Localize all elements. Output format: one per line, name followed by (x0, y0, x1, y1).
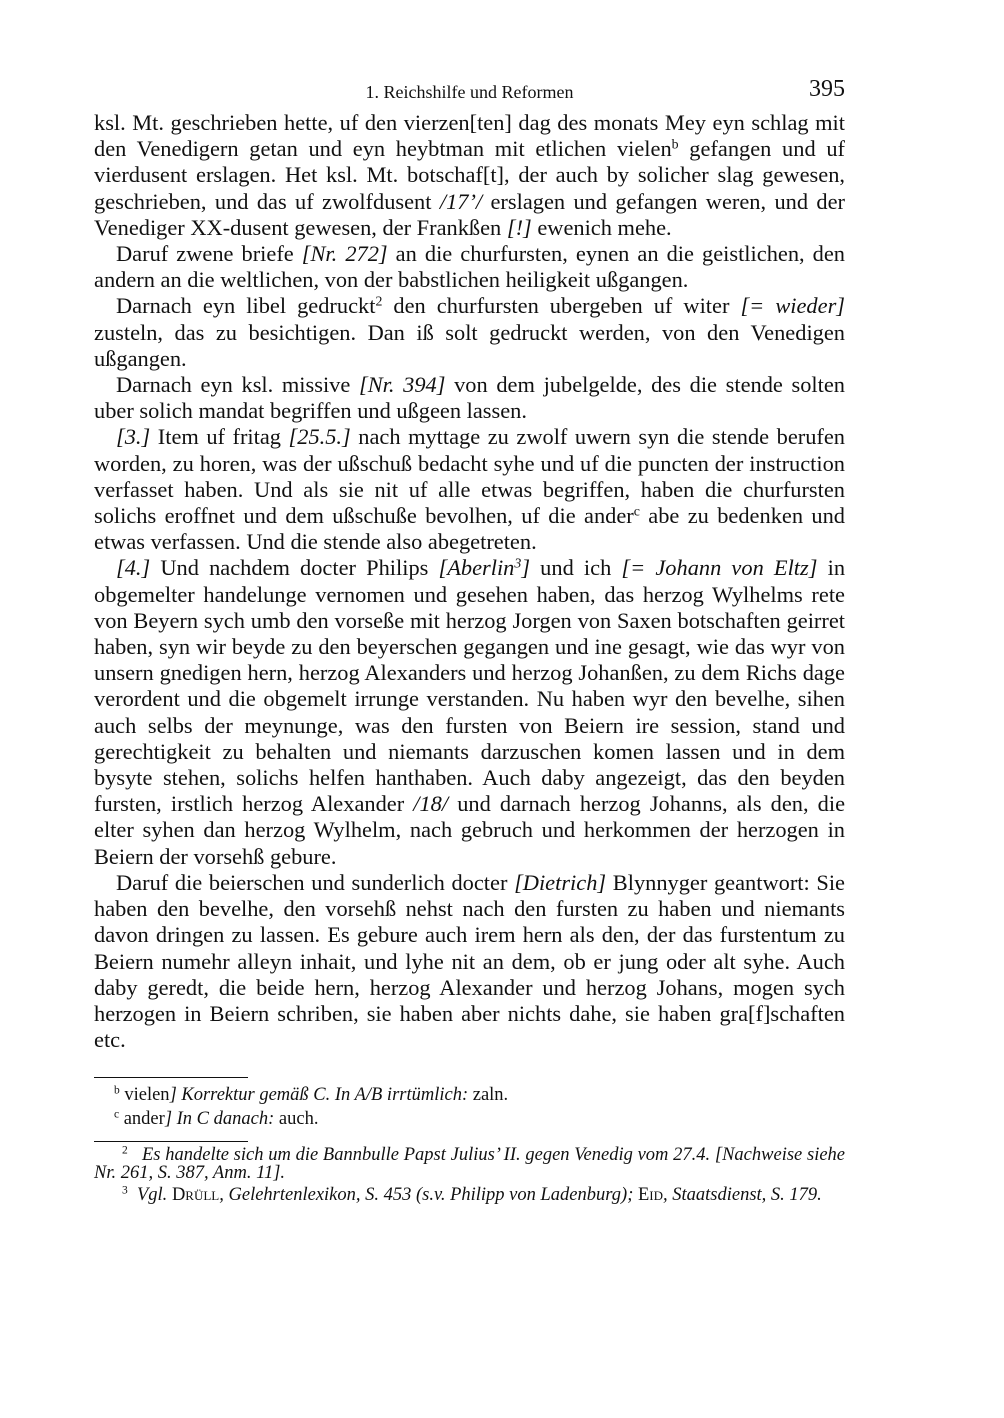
section-number: [4.] (116, 555, 151, 581)
folio-marker: /18/ (413, 791, 449, 817)
footnote-ref: 2 (375, 294, 383, 310)
footnote-divider (94, 1141, 248, 1142)
text-span: von dem jubelgelde, des die stende solten uber solich mandat begriffen und ußgeen lassen. (94, 372, 845, 424)
text-span: Blynnyger geantwort: Sie haben den bevelhe, den vorsehß nehst nach den fursten zu haben und niemants davon dringen zu lassen. Es gebure auch irem hern als den, der das furstentum zu Beiern numehr alleyn inhait, und lyhe nit an dem, ob er jung oder alt syhe. Auch daby geredt, die beide hern, herzog Alexander und herzog Johans, mogen sych herzogen in Beiern schriben, sie haben aber nichts dahe, sie haben gra[f]schaften etc. (94, 869, 845, 1053)
text-span: Darnach eyn libel gedruckt (116, 293, 376, 319)
text-span: Daruf zwene briefe (116, 241, 302, 267)
paragraph-5 (94, 424, 845, 555)
variant-mark: c (114, 1109, 120, 1122)
footnote-text: Es handelte sich um die Bannbulle Papst Julius’ II. gegen Venedig vom 27.4. [Nachweise siehe Nr. 261, S. 387, Anm. 11]. (94, 1145, 846, 1184)
text-span: abe zu bedenken und etwas verfassen. Und die stende also abegetreten. (94, 503, 845, 555)
author-name: Eid (637, 1185, 664, 1206)
text-span: gefangen und uf vierdusent erslagen. Het ksl. Mt. botschaf[t], der auch by solicher slag gewesen, geschrieben, und das uf zwolfdusent (94, 136, 845, 214)
lemma: vielen (119, 1085, 170, 1106)
footnote-text: , Staatsdienst, S. 179. (663, 1185, 822, 1206)
variant-note (94, 1083, 845, 1107)
variant-note (94, 1107, 845, 1131)
text-span: Daruf die beierschen und sunderlich docter (116, 869, 515, 895)
footnote-number: 3 (122, 1185, 128, 1198)
lemma-bracket: ] (164, 1109, 173, 1130)
variant-comment: In C danach: (172, 1109, 275, 1130)
text-span: nach myttage zu zwolf uwern syn die stende berufen worden, zu horen, was der ußschuß bedacht syhe und uf die puncten der instruction verfasset haben. Und als sie nit uf alle etwas begriffen, haben die churfursten solichs eroffnet und dem ußschuße bevolhen, uf die ander (94, 424, 846, 529)
chapter-title: 1. Reichshilfe und Reformen (365, 82, 574, 102)
main-text (94, 110, 845, 1053)
footnote-divider (94, 1077, 248, 1078)
page (94, 76, 845, 1204)
text-span: in obgemelter handelunge vernomen und gesehen haben, das herzog Wylhelms rete von Beyern sych umb den vorseße mit herzog Jorgen von Saxen botschaften geirret haben, syn wir beyde zu den beyerschen gegangen und ine gesagt, wie das wyr von unsern gnedigen hern, herzog Alexanders und herzog Johanßen, zu dem Richs dage verordent und die obgemelt irrunge verstanden. Nu haben wyr den bevelhe, sihen auch selbs der meynunge, was den fursten von Beiern ire session, stand und gerechtigkeit zu behalten und niemants darzuschen komen lassen und in dem bysyte stehen, solichs helfen hanthaben. Auch daby angezeigt, das den beyden fursten, irstlich herzog Alexander (94, 555, 846, 817)
text-span: ] (521, 555, 531, 581)
text-span: [Aberlin (438, 555, 515, 581)
variant-mark: b (671, 137, 679, 153)
text-span: ksl. Mt. geschrieben hette, uf den vierzen[ten] dag des monats Mey eyn schlag mit den Venedigern getan und eyn heybtman mit etlichen vielen (94, 110, 845, 162)
editorial-note: [!] (506, 214, 532, 240)
paragraph-6 (94, 555, 845, 869)
text-span: den churfursten ubergeben uf witer (382, 293, 741, 319)
paragraph-2 (94, 241, 845, 293)
text-span: erslagen und gefangen weren, und der Venediger XX-dusent gewesen, der Frankßen (94, 188, 845, 240)
editorial-note (439, 555, 531, 580)
editorial-note: [Nr. 394] (358, 372, 446, 398)
footnote-text: , Gelehrtenlexikon, S. 453 (s.v. Philipp von Ladenburg); (219, 1185, 634, 1206)
variant-reading: auch. (274, 1109, 319, 1130)
text-span: Und nachdem docter Philips (150, 555, 439, 581)
section-number: [3.] (116, 424, 151, 450)
paragraph-4 (94, 372, 845, 424)
footnote-number: 2 (122, 1145, 128, 1158)
running-head (94, 76, 845, 110)
text-span: und darnach herzog Johanns, als den, die elter syhen dan herzog Wylhelm, nach gebruch und herkommen der herzogen in Beiern der vorsehß gebure. (94, 791, 846, 869)
folio-marker: /17’/ (439, 188, 483, 214)
lemma-bracket: ] (169, 1085, 177, 1106)
variant-reading: zaln. (468, 1085, 509, 1106)
paragraph-7 (94, 870, 845, 1053)
author-name: Drüll (171, 1185, 220, 1206)
footnote-text: Vgl. (136, 1185, 168, 1206)
text-span: an die churfursten, eynen an die geistlichen, den andern an die weltlichen, von der babstlichen heiligkeit ußgangen. (94, 241, 846, 293)
editorial-note: [Dietrich] (514, 869, 607, 895)
text-span: Darnach eyn ksl. missive (116, 372, 359, 398)
page-number: 395 (809, 76, 845, 102)
text-span: und ich (530, 555, 622, 581)
text-span: ewenich mehe. (531, 214, 672, 240)
editorial-note: [= Johann von Eltz] (621, 555, 818, 581)
editorial-note: [= wieder] (740, 293, 845, 319)
editorial-note: [Nr. 272] (301, 241, 388, 267)
variant-apparatus (94, 1083, 845, 1131)
paragraph-3 (94, 293, 845, 372)
footnote-ref: 3 (514, 556, 522, 572)
variant-mark: c (633, 504, 640, 520)
lemma: ander (119, 1109, 165, 1130)
text-span: zusteln, das zu besichtigen. Dan iß solt gedruckt werden, von den Venedigen ußgangen. (94, 319, 845, 371)
footnotes (94, 1146, 845, 1204)
text-span: Item uf fritag (150, 424, 289, 450)
paragraph-1 (94, 110, 845, 241)
editorial-note: [25.5.] (288, 424, 351, 450)
footnote (94, 1186, 845, 1204)
variant-comment: Korrektur gemäß C. In A/B irrtümlich: (176, 1085, 469, 1106)
variant-mark: b (114, 1085, 120, 1098)
footnote (94, 1146, 845, 1182)
